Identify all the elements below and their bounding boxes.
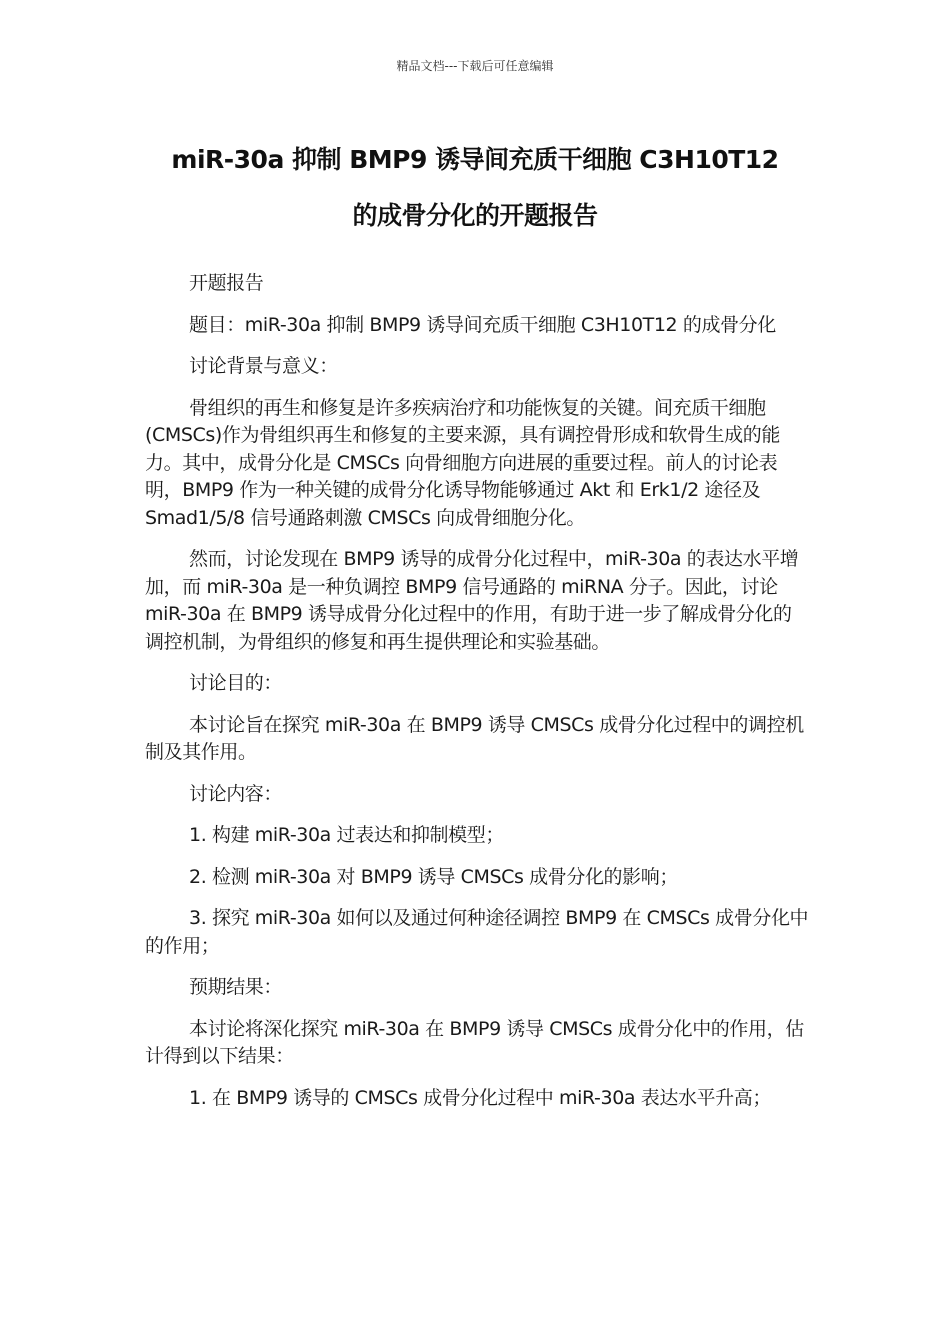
document-body [145,270,810,1126]
expected-results-paragraph: 本讨论将深化探究 miR-30a 在 BMP9 诱导 CMSCs 成骨分化中的作用，估计得到以下结果： [145,1017,804,1067]
document-title-line-2: 的成骨分化的开题报告 [352,201,598,230]
section-heading-expected-results: 预期结果： [189,976,283,998]
section-heading-background: 讨论背景与意义： [189,355,338,377]
background-paragraph-1: 骨组织的再生和修复是许多疾病治疗和功能恢复的关键。间充质干细胞(CMSCs)作为骨组织再生和修复的主要来源，具有调控骨形成和软骨生成的能力。其中，成骨分化是 CMSCs 向骨细胞方向进展的重要过程。前人的讨论表明，BMP9 作为一种关键的成骨分化诱导物能够通过 Akt 和 Erk1/2 途径及 Smad1/5/8 信号通路刺激 CMSCs 向成骨细胞分化。 [145,396,780,529]
content-item-1: 1. 构建 miR-30a 过表达和抑制模型； [189,824,504,846]
document-title-line-1: miR-30a 抑制 BMP9 诱导间充质干细胞 C3H10T12 [171,145,779,174]
content-item-2: 2. 检测 miR-30a 对 BMP9 诱导 CMSCs 成骨分化的影响； [189,865,678,888]
section-heading-purpose: 讨论目的： [189,672,283,694]
topic-paragraph: 题目：miR-30a 抑制 BMP9 诱导间充质干细胞 C3H10T12 的成骨分化 [189,313,776,336]
content-item-3: 3. 探究 miR-30a 如何以及通过何种途径调控 BMP9 在 CMSCs 成骨分化中的作用； [145,907,809,957]
background-paragraph-2: 然而，讨论发现在 BMP9 诱导的成骨分化过程中，miR-30a 的表达水平增加，而 miR-30a 是一种负调控 BMP9 信号通路的 miRNA 分子。因此，讨论 miR-30a 在 BMP9 诱导成骨分化过程中的作用，有助于进一步了解成骨分化的调控机制，为骨组织的修复和再生提供理论和实验基础。 [145,548,799,653]
purpose-paragraph: 本讨论旨在探究 miR-30a 在 BMP9 诱导 CMSCs 成骨分化过程中的调控机制及其作用。 [145,713,804,763]
section-heading-content: 讨论内容： [189,782,283,805]
expected-result-item-1: 1. 在 BMP9 诱导的 CMSCs 成骨分化过程中 miR-30a 表达水平升高； [189,1086,771,1109]
section-label-report: 开题报告 [189,272,264,294]
header-note: 精品文档---下载后可任意编辑 [396,59,554,73]
